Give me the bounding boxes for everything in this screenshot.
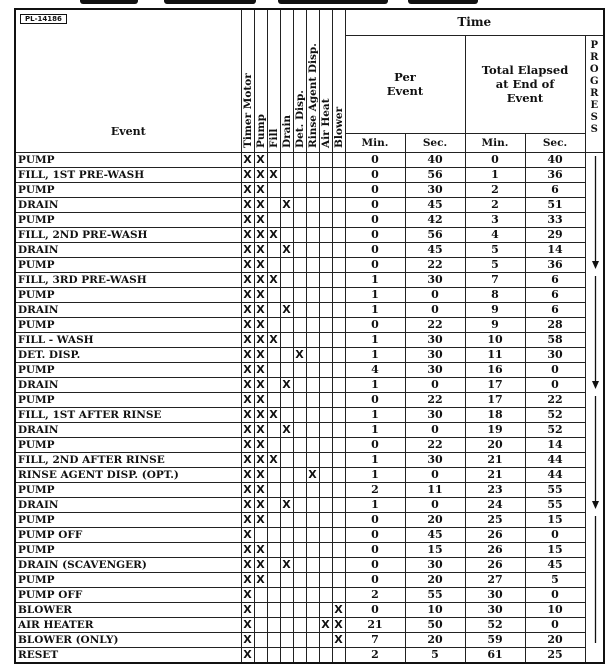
component-cell: X [254,467,267,482]
component-cell [332,647,345,663]
per-sec-cell: 0 [405,422,465,437]
tot-min-cell: 19 [465,422,525,437]
component-cell: X [241,302,254,317]
component-cell: X [280,302,293,317]
component-cell: X [241,197,254,212]
tot-min-cell: 2 [465,197,525,212]
component-cell: X [254,572,267,587]
component-cell: X [241,257,254,272]
tot-sec-cell: 6 [525,302,585,317]
tot-sec-cell: 15 [525,512,585,527]
tot-min-cell: 18 [465,407,525,422]
tot-min-cell: 17 [465,392,525,407]
per-min-cell: 0 [345,167,405,182]
per-min-cell: 7 [345,632,405,647]
event-name: DRAIN [15,422,241,437]
per-min-cell: 1 [345,497,405,512]
tot-sec-cell: 36 [525,167,585,182]
per-min-cell: 1 [345,422,405,437]
per-sec-cell: 0 [405,287,465,302]
event-name: PUMP [15,317,241,332]
event-name: FILL, 3RD PRE-WASH [15,272,241,287]
per-min-cell: 2 [345,647,405,663]
component-cell: X [241,542,254,557]
tot-min-cell: 11 [465,347,525,362]
per-sec-cell: 30 [405,332,465,347]
component-cell: X [241,587,254,602]
component-cell: X [267,227,280,242]
tot-sec-cell: 5 [525,572,585,587]
tot-min-cell: 1 [465,167,525,182]
component-cell: X [254,317,267,332]
per-min-cell: 0 [345,317,405,332]
total-min-header: Min. [465,133,525,152]
progress-arrow [592,276,599,389]
per-sec-cell: 22 [405,392,465,407]
component-header-blower: Blower [332,9,345,152]
tot-min-cell: 30 [465,587,525,602]
component-cell: X [241,242,254,257]
per-min-cell: 1 [345,272,405,287]
tot-min-cell: 52 [465,617,525,632]
per-sec-cell: 56 [405,167,465,182]
per-sec-cell: 30 [405,182,465,197]
event-name: BLOWER (ONLY) [15,632,241,647]
per-sec-cell: 42 [405,212,465,227]
tot-sec-cell: 44 [525,452,585,467]
component-cell: X [241,467,254,482]
tot-sec-cell: 10 [525,602,585,617]
component-cell: X [254,242,267,257]
component-cell: X [280,242,293,257]
per-min-cell: 1 [345,347,405,362]
event-name: DRAIN [15,242,241,257]
per-sec-cell: 22 [405,437,465,452]
tot-min-cell: 4 [465,227,525,242]
tot-min-cell: 8 [465,287,525,302]
tot-sec-cell: 6 [525,182,585,197]
component-cell [319,647,332,663]
per-sec-cell: 0 [405,302,465,317]
per-sec-cell: 20 [405,512,465,527]
per-min-cell: 1 [345,407,405,422]
component-cell: X [241,602,254,617]
component-cell: X [241,392,254,407]
tot-sec-cell: 14 [525,242,585,257]
component-cell: X [254,377,267,392]
event-name: RINSE AGENT DISP. (OPT.) [15,467,241,482]
tot-sec-cell: 0 [525,377,585,392]
tot-min-cell: 9 [465,317,525,332]
tot-min-cell: 30 [465,602,525,617]
component-cell: X [280,422,293,437]
component-cell [267,647,280,663]
component-cell: X [241,332,254,347]
per-min-cell: 0 [345,242,405,257]
tot-sec-cell: 55 [525,482,585,497]
component-cell: X [254,167,267,182]
event-name: FILL, 2ND AFTER RINSE [15,452,241,467]
per-min-cell: 0 [345,257,405,272]
per-sec-cell: 0 [405,497,465,512]
component-cell: X [254,542,267,557]
event-name: PUMP [15,482,241,497]
per-sec-cell: 45 [405,197,465,212]
tot-sec-cell: 36 [525,257,585,272]
component-cell: X [254,392,267,407]
component-cell: X [254,347,267,362]
per-sec-cell: 30 [405,557,465,572]
component-cell: X [254,497,267,512]
tot-sec-cell: 45 [525,557,585,572]
component-cell: X [241,527,254,542]
component-cell: X [254,197,267,212]
tot-min-cell: 20 [465,437,525,452]
component-cell: X [241,572,254,587]
per-min-cell: 0 [345,197,405,212]
component-cell [306,647,319,663]
per-sec-cell: 30 [405,407,465,422]
component-cell: X [241,377,254,392]
event-name: PUMP [15,152,241,167]
per-sec-cell: 15 [405,542,465,557]
tot-min-cell: 5 [465,242,525,257]
tot-min-cell: 5 [465,257,525,272]
per-min-cell: 0 [345,512,405,527]
component-header-drain: Drain [280,9,293,152]
per-sec-cell: 22 [405,317,465,332]
per-sec-cell: 30 [405,362,465,377]
component-cell: X [241,452,254,467]
per-sec-cell: 30 [405,452,465,467]
component-cell: X [254,482,267,497]
per-min-cell: 0 [345,527,405,542]
component-cell: X [254,422,267,437]
per-sec-cell: 20 [405,572,465,587]
tot-min-cell: 0 [465,152,525,167]
per-min-cell: 1 [345,287,405,302]
per-sec-cell: 45 [405,527,465,542]
tot-min-cell: 16 [465,362,525,377]
component-cell: X [293,347,306,362]
tot-min-cell: 17 [465,377,525,392]
tot-min-cell: 9 [465,302,525,317]
per-min-cell: 0 [345,557,405,572]
component-cell: X [254,182,267,197]
event-name: AIR HEATER [15,617,241,632]
component-cell: X [254,512,267,527]
per-min-cell: 0 [345,542,405,557]
progress-label: P R O G R E S S [589,39,599,135]
event-name: PUMP [15,437,241,452]
per-sec-cell: 11 [405,482,465,497]
component-cell: X [241,212,254,227]
component-cell: X [332,602,345,617]
per-sec-cell: 10 [405,602,465,617]
component-cell: X [241,632,254,647]
component-cell: X [241,437,254,452]
per-min-cell: 1 [345,452,405,467]
event-name: RESET [15,647,241,663]
event-name: PUMP [15,257,241,272]
component-cell: X [254,272,267,287]
per-sec-cell: 40 [405,152,465,167]
component-cell: X [241,182,254,197]
per-min-cell: 1 [345,302,405,317]
event-name: DRAIN (SCAVENGER) [15,557,241,572]
event-name: FILL - WASH [15,332,241,347]
event-name: DRAIN [15,197,241,212]
tot-sec-cell: 40 [525,152,585,167]
event-name: DET. DISP. [15,347,241,362]
component-cell: X [254,452,267,467]
per-min-header: Min. [345,133,405,152]
tot-sec-cell: 22 [525,392,585,407]
component-cell: X [319,617,332,632]
component-cell: X [241,512,254,527]
per-sec-cell: 5 [405,647,465,663]
component-header-rinse-agent-disp: Rinse Agent Disp. [306,9,319,152]
component-cell: X [254,302,267,317]
time-header: Time [345,9,604,35]
tot-min-cell: 21 [465,467,525,482]
tot-min-cell: 25 [465,512,525,527]
event-name: PUMP [15,212,241,227]
component-cell: X [241,317,254,332]
component-cell: X [332,617,345,632]
component-cell: X [254,407,267,422]
tot-sec-cell: 6 [525,272,585,287]
component-cell: X [254,332,267,347]
per-sec-cell: 56 [405,227,465,242]
component-cell: X [267,407,280,422]
tot-sec-cell: 51 [525,197,585,212]
per-sec-cell: 55 [405,587,465,602]
per-min-cell: 1 [345,377,405,392]
per-sec-cell: 45 [405,242,465,257]
tot-min-cell: 26 [465,542,525,557]
tot-sec-cell: 29 [525,227,585,242]
per-min-cell: 0 [345,572,405,587]
component-header-timer-motor: Timer Motor [241,9,254,152]
tot-min-cell: 59 [465,632,525,647]
total-sec-header: Sec. [525,133,585,152]
tot-min-cell: 24 [465,497,525,512]
event-name: PUMP OFF [15,527,241,542]
component-cell: X [241,407,254,422]
tot-sec-cell: 0 [525,587,585,602]
per-min-cell: 0 [345,152,405,167]
tot-min-cell: 21 [465,452,525,467]
tot-sec-cell: 6 [525,287,585,302]
per-min-cell: 4 [345,362,405,377]
event-name: PUMP [15,287,241,302]
component-header-det-disp: Det. Disp. [293,9,306,152]
per-sec-cell: 30 [405,347,465,362]
tot-sec-cell: 20 [525,632,585,647]
component-cell: X [241,557,254,572]
per-min-cell: 0 [345,227,405,242]
component-cell: X [241,647,254,663]
component-cell: X [241,152,254,167]
component-cell: X [280,497,293,512]
tot-sec-cell: 0 [525,617,585,632]
tot-sec-cell: 58 [525,332,585,347]
component-cell: X [267,272,280,287]
tot-min-cell: 26 [465,527,525,542]
component-cell: X [241,482,254,497]
component-cell: X [241,617,254,632]
event-name: FILL, 2ND PRE-WASH [15,227,241,242]
tot-sec-cell: 25 [525,647,585,663]
component-cell: X [254,362,267,377]
component-cell: X [280,557,293,572]
event-name: PUMP [15,182,241,197]
component-cell [280,647,293,663]
tot-sec-cell: 28 [525,317,585,332]
per-min-cell: 0 [345,182,405,197]
tot-min-cell: 26 [465,557,525,572]
component-header-fill: Fill [267,9,280,152]
component-cell: X [254,557,267,572]
per-sec-header: Sec. [405,133,465,152]
component-cell: X [254,212,267,227]
event-column-header: Event [110,124,146,138]
event-name: DRAIN [15,302,241,317]
tot-sec-cell: 44 [525,467,585,482]
tot-sec-cell: 55 [525,497,585,512]
per-min-cell: 2 [345,482,405,497]
table-row [15,647,604,663]
per-sec-cell: 22 [405,257,465,272]
component-cell: X [280,197,293,212]
event-name: PUMP [15,572,241,587]
tot-sec-cell: 52 [525,407,585,422]
per-event-header: Per Event [345,35,465,133]
component-cell: X [267,332,280,347]
component-cell: X [254,227,267,242]
component-cell: X [267,452,280,467]
progress-arrow [592,156,599,269]
component-cell [293,647,306,663]
total-elapsed-header: Total Elapsed at End of Event [465,35,585,133]
component-cell: X [241,272,254,287]
event-name: PUMP [15,392,241,407]
tot-min-cell: 27 [465,572,525,587]
per-min-cell: 21 [345,617,405,632]
tot-min-cell: 2 [465,182,525,197]
event-name: FILL, 1ST AFTER RINSE [15,407,241,422]
component-cell: X [241,422,254,437]
event-name: PUMP OFF [15,587,241,602]
component-cell: X [306,467,319,482]
per-sec-cell: 0 [405,377,465,392]
component-header-pump: Pump [254,9,267,152]
component-cell: X [280,377,293,392]
component-cell: X [241,287,254,302]
component-cell: X [254,437,267,452]
component-cell: X [241,497,254,512]
progress-arrow [592,516,599,643]
tot-sec-cell: 0 [525,362,585,377]
per-min-cell: 0 [345,212,405,227]
component-cell: X [254,257,267,272]
event-name: PUMP [15,512,241,527]
per-min-cell: 1 [345,332,405,347]
event-name: FILL, 1ST PRE-WASH [15,167,241,182]
event-name: PUMP [15,362,241,377]
per-min-cell: 2 [345,587,405,602]
event-name: PUMP [15,542,241,557]
component-cell: X [241,227,254,242]
per-min-cell: 1 [345,467,405,482]
component-cell: X [241,362,254,377]
tot-min-cell: 3 [465,212,525,227]
tot-min-cell: 23 [465,482,525,497]
component-header-air-heat: Air Heat [319,9,332,152]
tot-min-cell: 61 [465,647,525,663]
tot-sec-cell: 0 [525,527,585,542]
per-sec-cell: 50 [405,617,465,632]
tot-sec-cell: 33 [525,212,585,227]
tot-sec-cell: 14 [525,437,585,452]
tot-sec-cell: 52 [525,422,585,437]
per-sec-cell: 0 [405,467,465,482]
component-cell: X [267,167,280,182]
tot-sec-cell: 30 [525,347,585,362]
event-name: DRAIN [15,377,241,392]
tot-sec-cell: 15 [525,542,585,557]
per-sec-cell: 20 [405,632,465,647]
component-cell: X [254,152,267,167]
per-sec-cell: 30 [405,272,465,287]
component-cell: X [241,347,254,362]
tot-min-cell: 10 [465,332,525,347]
progress-arrow [592,396,599,509]
component-cell: X [254,287,267,302]
per-min-cell: 0 [345,602,405,617]
tot-min-cell: 7 [465,272,525,287]
per-min-cell: 0 [345,437,405,452]
plate-id: PL-14186 [20,14,67,24]
per-min-cell: 0 [345,392,405,407]
component-cell: X [241,167,254,182]
component-cell: X [332,632,345,647]
event-name: DRAIN [15,497,241,512]
component-cell [254,647,267,663]
event-name: BLOWER [15,602,241,617]
